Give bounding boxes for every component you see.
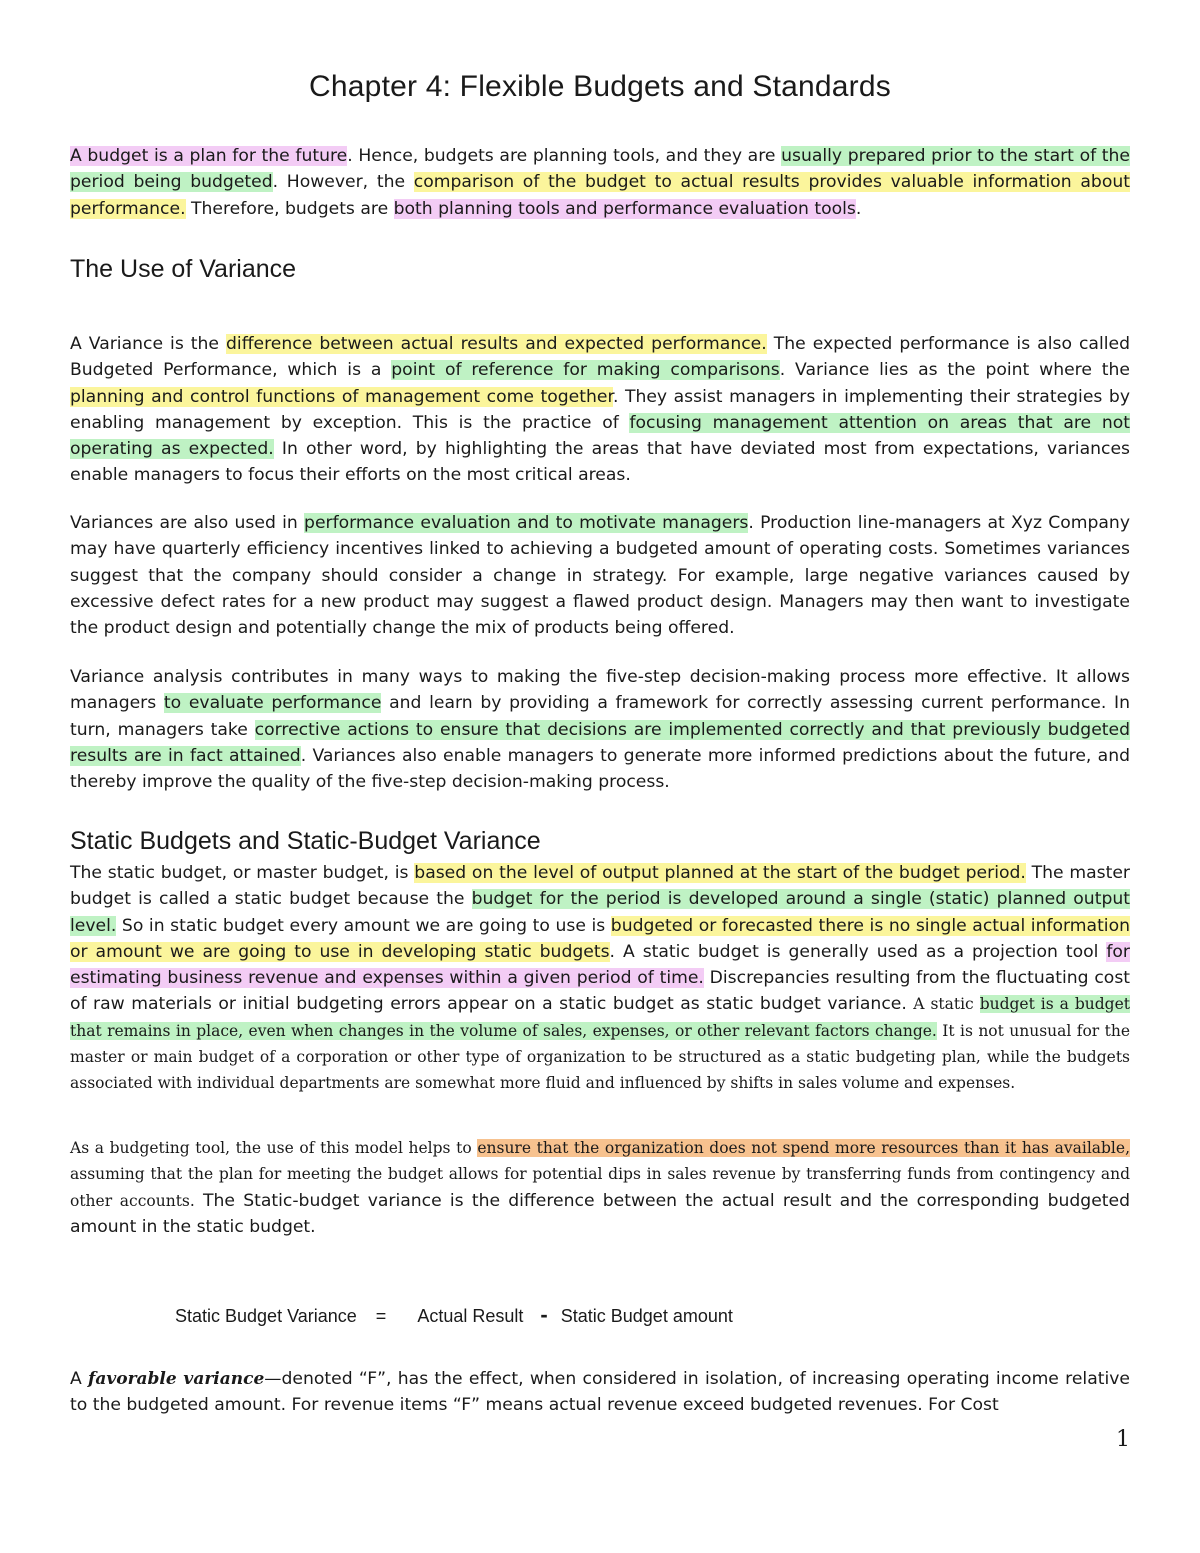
- formula-actual-result: Actual Result: [417, 1306, 524, 1326]
- page-title: Chapter 4: Flexible Budgets and Standards: [309, 70, 891, 103]
- text-run: . They assist managers in implementing their strategies by enabling management by exception. This is the practice of: [70, 386, 1130, 433]
- variance-paragraph-1: [70, 331, 1130, 489]
- text-run: .: [855, 198, 862, 219]
- highlight-yellow: budgeted or forecasted there is no single actual information or amount we are going to use in developing static budgets: [70, 915, 1130, 962]
- highlight-green: usually prepared prior to the start of the period being budgeted: [70, 146, 1130, 193]
- highlight-orange: ensure that the organization does not spend more resources than it has available,: [477, 1139, 1130, 1157]
- text-run: The expected performance is also called Budgeted Performance, which is a: [70, 334, 1130, 381]
- formula-static-budget-amount: Static Budget amount: [560, 1306, 733, 1326]
- text-run: and learn by providing a framework for correctly assessing current performance. In turn, managers take: [70, 693, 1130, 740]
- highlight-green: focusing management attention on areas that are not operating as expected.: [70, 412, 1130, 460]
- section-heading-static-budgets: Static Budgets and Static-Budget Variance: [70, 827, 541, 855]
- text-run: A static: [913, 995, 980, 1014]
- highlight-pink: both planning tools and performance evaluation tools: [393, 198, 856, 219]
- text-run: Therefore, budgets are: [185, 198, 394, 219]
- text-run: . Production line-managers at Xyz Company may have quarterly efficiency incentives linked to achieving a budgeted amount of operating costs. Sometimes variances suggest that the company should consider a change in strategy. For example, large negative variances caused by excessive defect rates for a new product may suggest a flawed product design. Managers may then want to investigate the product design and potentially change the mix of products being offered.: [70, 513, 1130, 639]
- text-run: Discrepancies resulting from the fluctuating cost of raw materials or initial budgeting errors appear on a static budget as static budget variance.: [70, 968, 1131, 1015]
- highlight-green: budget is a budget that remains in place, even when changes in the volume of sales, expenses, or other relevant factors change.: [70, 995, 1130, 1040]
- text-run: Variances are also used in: [70, 513, 305, 533]
- intro-paragraph: [70, 143, 1130, 222]
- formula-left-term: Static Budget Variance: [175, 1306, 357, 1326]
- static-paragraph-2: [70, 1135, 1130, 1240]
- text-run: —denoted “F”, has the effect, when considered in isolation, of increasing operating income relative to the budgeted amount. For revenue items “F” means actual revenue exceed budgeted revenues. For Cost: [70, 1369, 1130, 1416]
- highlight-yellow: difference between actual results and expected performance.: [226, 334, 767, 354]
- variance-paragraph-3: [70, 664, 1130, 795]
- highlight-yellow: comparison of the budget to actual results provides valuable information about performance.: [70, 172, 1130, 219]
- text-run: In other word, by highlighting the areas that have deviated most from expectations, variances enable managers to focus their efforts on the most critical areas.: [70, 439, 1130, 486]
- text-run: The master budget is called a static budget because the: [70, 863, 1130, 910]
- text-run: . A static budget is generally used as a projection tool: [609, 941, 1107, 962]
- highlight-green: point of reference for making comparisons: [391, 360, 780, 381]
- highlight-pink: for estimating business revenue and expenses within a given period of time.: [70, 941, 1130, 989]
- static-budget-variance-formula: [175, 1302, 733, 1328]
- text-run: . Hence, budgets are planning tools, and they are: [347, 146, 782, 166]
- favorable-variance-paragraph: [70, 1366, 1130, 1419]
- text-run: A Variance is the: [70, 334, 227, 354]
- text-run: A: [70, 1369, 89, 1389]
- text-run: It is not unusual for the master or main budget of a corporation or other type of organization to be structured as a static budgeting plan, while the budgets associated with individual departments are somewhat more fluid and influenced by shifts in sales volume and expenses.: [70, 1021, 1130, 1093]
- text-run: So in static budget every amount we are going to use is: [116, 915, 611, 936]
- text-run: The Static-budget variance is the difference between the actual result and the corresponding budgeted amount in the static budget.: [70, 1190, 1130, 1237]
- highlight-green: corrective actions to ensure that decisions are implemented correctly and that previously budgeted results are in fact attained: [70, 719, 1130, 766]
- formula-equals: =: [375, 1306, 387, 1326]
- text-run: . However, the: [272, 172, 414, 193]
- page-number: 1: [1116, 1427, 1130, 1452]
- formula-minus: -: [540, 1302, 548, 1327]
- text-run: The static budget, or master budget, is: [70, 863, 415, 883]
- section-heading-variance: The Use of Variance: [70, 255, 297, 283]
- text-run: As a budgeting tool, the use of this model helps to: [70, 1139, 478, 1157]
- highlight-green: to evaluate performance: [163, 693, 382, 714]
- variance-paragraph-2: [70, 510, 1130, 641]
- highlight-pink: A budget is a plan for the future: [70, 146, 348, 166]
- emphasis-favorable-variance: favorable variance: [88, 1369, 265, 1389]
- text-run: . Variance lies as the point where the: [779, 360, 1130, 381]
- text-run: . Variances also enable managers to generate more informed predictions about the future, and thereby improve the quality of the five-step decision-making process.: [70, 745, 1130, 793]
- highlight-green: budget for the period is developed around a single (static) planned output level.: [70, 889, 1130, 936]
- highlight-green: performance evaluation and to motivate managers: [304, 513, 749, 533]
- text-run: Variance analysis contributes in many ways to making the five-step decision-making process more effective. It allows managers: [70, 667, 1130, 714]
- static-paragraph-1: [70, 860, 1130, 1097]
- text-run: assuming that the plan for meeting the budget allows for potential dips in sales revenue by transferring funds from contingency and other accounts.: [70, 1165, 1130, 1210]
- highlight-yellow: based on the level of output planned at the start of the budget period.: [414, 863, 1026, 883]
- highlight-yellow: planning and control functions of management come together: [70, 386, 613, 407]
